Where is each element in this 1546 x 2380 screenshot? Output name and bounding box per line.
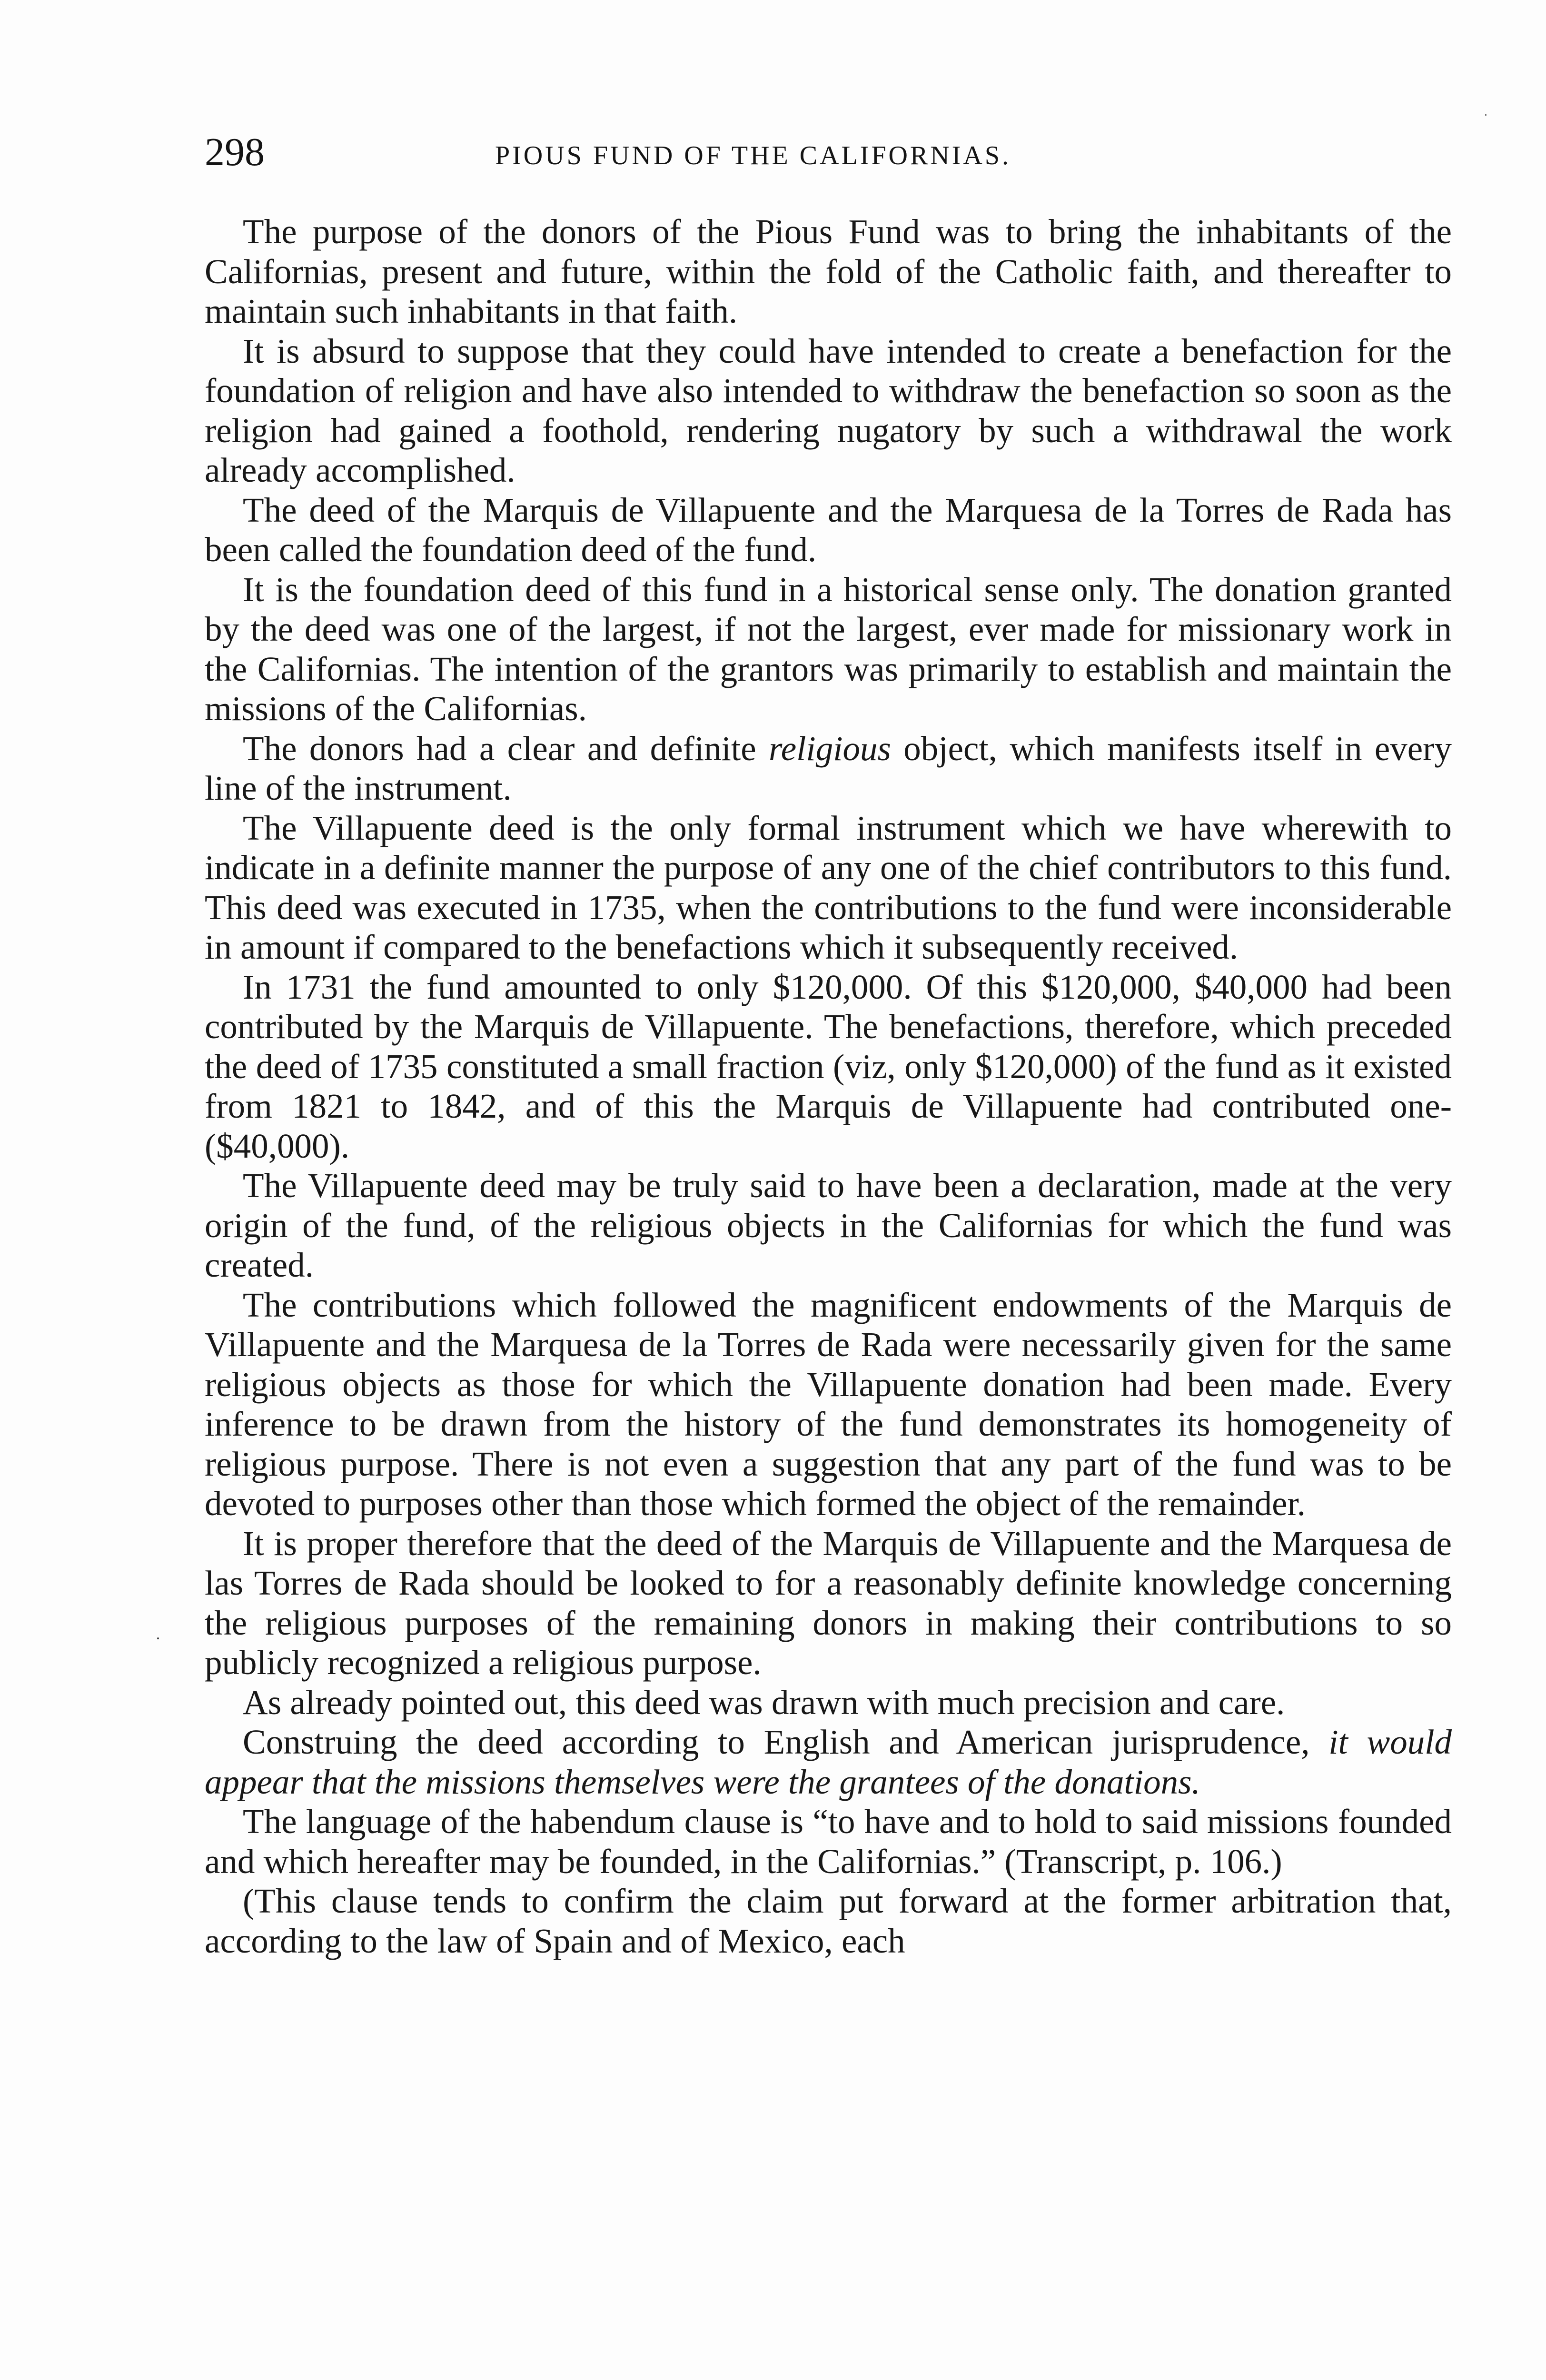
scan-speck	[157, 1637, 159, 1639]
paragraph: The Villapuente deed may be truly said to have been a declaration, made at the very origin of the fund, of the religious objects in the Californias for which the fund was created.	[205, 1166, 1452, 1284]
paragraph: The Villapuente deed is the only formal instrument which we have wherewith to indicate in a definite manner the purpose of any one of the chief contributors to this fund. This deed was executed in 1735, when the contributions to the fund were inconsiderable in amount if compared to the benefactions which it subsequently received.	[205, 808, 1452, 966]
paragraph	[205, 729, 1452, 808]
emphasis-text: religious	[769, 729, 891, 768]
paragraph-text: The donors had a clear and definite	[243, 729, 769, 768]
paragraph: The deed of the Marquis de Villapuente and the Marquesa de la Torres de Rada has been called the foundation deed of the fund.	[205, 490, 1452, 569]
paragraph-text: object, which manifests itself in every line of the instrument.	[205, 729, 1452, 807]
paragraph: (This clause tends to confirm the claim put forward at the former arbitration that, according to the law of Spain and of Mexico, each	[205, 1882, 1452, 1960]
paragraph: The language of the habendum clause is “to have and to hold to said missions founded and which hereafter may be founded, in the Californias.” (Transcript, p. 106.)	[205, 1802, 1452, 1881]
paragraph: It is proper therefore that the deed of the Marquis de Villapuente and the Marquesa de las Torres de Rada should be looked to for a reasonably definite knowledge concerning the religious purposes of the remaining donors in making their contributions to so publicly recognized a religious purpose.	[205, 1524, 1452, 1682]
paragraph: The contributions which followed the magnificent endowments of the Marquis de Villapuente and the Marquesa de la Torres de Rada were necessarily given for the same religious objects as those for which the Villapuente donation had been made. Every inference to be drawn from the history of the fund demonstrates its homogeneity of religious purpose. There is not even a suggestion that any part of the fund was to be devoted to purposes other than those which formed the object of the remainder.	[205, 1285, 1452, 1523]
paragraph: It is absurd to suppose that they could have intended to create a benefaction for the foundation of religion and have also intended to withdraw the benefaction so soon as the religion had gained a foothold, rendering nugatory by such a withdrawal the work already accomplished.	[205, 331, 1452, 489]
paragraph: It is the foundation deed of this fund in a historical sense only. The donation granted by the deed was one of the largest, if not the largest, ever made for missionary work in the Californias. The intention of the grantors was primarily to establish and maintain the missions of the Californias.	[205, 570, 1452, 728]
paragraph	[205, 1722, 1452, 1802]
running-title: PIOUS FUND OF THE CALIFORNIAS.	[495, 141, 1011, 170]
page-number: 298	[205, 130, 265, 174]
paragraph-text: Construing the deed according to English and American jurisprudence,	[243, 1723, 1329, 1761]
body-text	[205, 212, 1452, 1961]
emphasis-text: it would appear that the missions themselves were the grantees of the donations.	[205, 1723, 1452, 1801]
paragraph: In 1731 the fund amounted to only $120,000. Of this $120,000, $40,000 had been contributed by the Marquis de Villapuente. The benefactions, therefore, which preceded the deed of 1735 constituted a small fraction (viz, only $120,000) of the fund as it existed from 1821 to 1842, and of this the Marquis de Villapuente had contributed one-($40,000).	[205, 967, 1452, 1165]
paragraph: As already pointed out, this deed was drawn with much precision and care.	[243, 1683, 1285, 1722]
scan-speck	[1485, 114, 1487, 116]
paragraph: The purpose of the donors of the Pious Fund was to bring the inhabitants of the Californias, present and future, within the fold of the Catholic faith, and thereafter to maintain such inhabitants in that faith.	[205, 212, 1452, 330]
page-header	[205, 129, 1457, 181]
